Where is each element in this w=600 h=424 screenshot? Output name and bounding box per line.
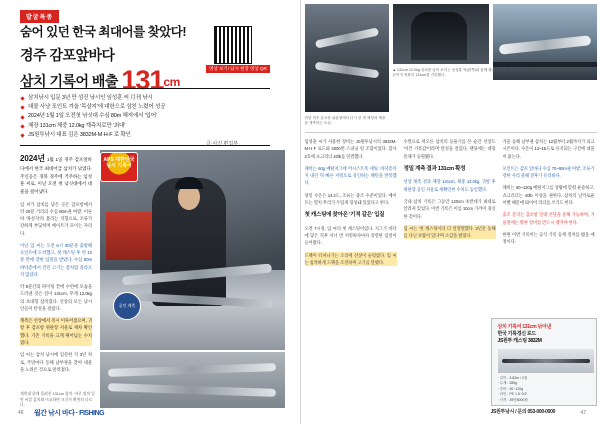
headline-unit: cm (163, 75, 180, 90)
bullet-item: 대물 사냥 포인트 겨울 '목살지'에 대한으로 삼친 노렸어 성공 (20, 103, 270, 112)
body-paragraph: 당일 수온은 14.2도, 조류는 중조 수준이었다. 베이트는 멸치 무리가 두텁게 형성돼 있었다고 한다. (304, 192, 397, 206)
product-title-line2: 한국 기록경신 로드 (497, 330, 536, 337)
right-column-1 (305, 138, 397, 271)
qr-caption: 영상 보기! 낚시 현장 영상 QR (206, 65, 270, 73)
measuring-photo (100, 352, 285, 408)
body-paragraph: 채비는 60~120g 메탈지그를 상황에 맞춰 운용하고, 쇼크리더는 40lb 이상을 권한다. 삼치의 날카로운 이빨 때문에 와이어 리더를 쓰기도 한다. (502, 185, 595, 206)
bullet-item: 체장 131cm 체중 12.0kg 계측치로만 '최대' (20, 122, 270, 131)
photo-caption-left: 계측대 위에 올려진 131cm 삼치. 바로 옆의 일반 씨알 삼치와 비교하면 크기가 확연히 다르다. (20, 392, 95, 408)
bullet-item: 2024년 1월 1일 오전첫 낚싯대 수심 80m 해저에서 '입어' (20, 112, 270, 121)
photo-caption-right-1: 귀항 직후 감포항 위판장에서 다시 한 번 체장과 체중을 계측하는 모습. (304, 116, 386, 126)
body-paragraph: 겨울 동해 남부권 삼치는 12월부터 2월까지가 피크 시즌이다. 수온이 13~15도로 유지되는 구간에 대물이 붙는다. (502, 139, 595, 159)
body-paragraph: 출조 문의는 감포항 일대 선단을 통해 가능하며, 겨울철에는 방한 장비를 반드시 챙겨야 한다. (502, 212, 595, 225)
product-spec-item: · 라인 : PE 1.5~3호 (497, 392, 528, 397)
product-spec-item: · 가격 : 39만8000원 (497, 397, 528, 402)
byline: 글·사진 편집부 (206, 141, 239, 147)
record-badge: APS 대한민국 낚시 기록어 (100, 152, 138, 182)
section-divider (305, 132, 597, 133)
headline-line1: 경주 감포앞바다 (20, 46, 115, 63)
body-paragraph: 임 씨가 삼치를 낚은 곳은 감포항에서 약 20분 거리의 수심 80m권 여밭. 이른바 '목살지'라 불리는 지형으로, 조류가 강하게 부딪히며 베이트가 모이는 자리다. (20, 201, 92, 236)
right-column-3 (503, 138, 595, 271)
kicker-badge: 발굴특종 (20, 10, 59, 23)
page-number-left: 46 (18, 410, 24, 416)
body-paragraph: 국내 삼치 기록은 그동안 120cm 초반대가 최대로 알려져 있었다. 이번 기록은 이를 10cm 가까이 경신한 것이다. (403, 198, 496, 219)
body-paragraph: 포인트는 감포 앞바다 수심 70~90m권 여밭. 조류가 강한 사리 물때 전후가 유리하다. (502, 165, 595, 179)
product-image (498, 349, 594, 373)
body-paragraph: 임성훈 씨가 사용한 장비는 JS원투낚시의 3832M-M·H·F 로드와 4000번 스피닝 릴 조합이었다. 합사 2호에 쇼크리더 40lb를 연결했다. (304, 139, 397, 159)
page-number-right: 47 (580, 410, 586, 416)
product-spec-item: · 길이 : 3.83m / 2절 (497, 376, 528, 380)
body-lead (20, 152, 92, 196)
body-paragraph: 선상 계측 결과 체장 131cm, 체중 12.0kg. 귀항 후 위판장 공인 저울로 재확인한 수치도 동일했다. (403, 179, 496, 192)
right-photo-a (305, 4, 389, 112)
product-title (498, 324, 594, 344)
verified-badge: 공인 계측 (113, 292, 141, 320)
product-spec-item: · 무게 : 285g (497, 381, 518, 386)
magazine-logo: 월간 낚시 바다 · FISHING (34, 410, 105, 417)
body-paragraph: 한편 이번 기록어는 공식 기록 등재 절차를 밟을 예정이다. (502, 231, 595, 245)
right-page (301, 0, 600, 424)
body-paragraph: 채비는 60g 메탈지그에 어시스트훅 세팅. 바닥층까지 내린 뒤 빠른 저킹으로 유인하는 패턴을 반복했다. (304, 165, 397, 186)
subheading: 첫 캐스팅에 찾아온 '기적 같은' 입질 (304, 212, 385, 219)
body-paragraph: 임 씨는 '첫 캐스팅이라 더 얼떨떨했다. 3년간 동해를 다닌 보람이 있다'며 소감을 밝혔다. (403, 225, 496, 239)
subheading: 정밀 계측 결과 131cm 확정 (403, 165, 466, 172)
bullet-item: JS원투낚시 대표 김은 3832M-M·H·F 로 확인 (20, 131, 270, 140)
headline-eyebrow: 숨어 있던 한국 최대어를 찾았다! (20, 25, 187, 39)
photo-caption-right-2: ▲ 131cm·12.0kg 삼치를 들어 보이는 임성훈 씨(왼쪽)와 함께 출조한 선장. 오른쪽은 선상에서 계측 중인 장면으로, 꼬리지느러미 끝까지 정확히 131cm를 기록했다. (392, 68, 591, 78)
body-paragraph: 드랙이 터져나가는 소리에 선상이 술렁였다. 임 씨는 침착하게 드랙을 조절하며 고기를 달랬다. (304, 252, 397, 266)
product-brand: JS원투낚시 / 문의 053-000-0000 (490, 409, 556, 415)
photo-red-crate (106, 212, 152, 260)
product-title-line3: JS원투 캐스팅 3832M (497, 337, 542, 344)
body-paragraph: 이날 임 씨는 오전 6시 30분경 출항해 포인트에 도착했고, 첫 캐스팅 후 약 10분 만에 강한 입질을 받았다. 수심 80m 바닥층에서 걸린 고기는 좀처럼 올라오지 않았다. (20, 242, 92, 277)
photo-fish-measured (108, 363, 276, 377)
right-photo-b (393, 4, 489, 64)
bullet-item: 삼치낚시 입문 3년 만 섬진 낚시인 임성훈 씨 月刊 낚시 (20, 94, 270, 103)
product-spec-item: · 루어 : 30~120g (497, 386, 524, 391)
photo-boat-rail (493, 62, 597, 67)
body-paragraph: 계측은 선상에서 즉시 이루어졌으며, 귀항 후 감포항 위판장 저울로 재차 확인했다. 기존 기록을 크게 뛰어넘는 수치였다. (20, 318, 92, 346)
product-box (491, 318, 597, 406)
photo-fish-a1 (314, 27, 378, 48)
photo-person-b (411, 12, 467, 60)
body-paragraph: 수면으로 떠오른 삼치의 등줄기를 본 순간 선장도 '이건 기록감'이라며 탄성을 질렀다. 랜딩에는 대형 뜰채가 동원됐다. (403, 139, 496, 159)
product-title-line1: 삼치 기록어 131cm 낚아낸 (497, 324, 552, 330)
lead-year: 2024년 (20, 154, 46, 163)
headline-line2: 삼치 기록어 배출 (20, 73, 118, 90)
qr-code[interactable] (214, 26, 252, 64)
body-paragraph: 임 씨는 삼치 낚시에 입문한 지 3년 차로, 주말마다 동해 남부권을 찾아 대물을 노려온 것으로 알려졌다. (20, 352, 92, 372)
photo-fish-c (498, 35, 591, 55)
right-body-columns (305, 138, 597, 271)
body-paragraph: 오전 7시경, 임 씨의 첫 캐스팅이었다. 지그가 바닥에 닿은 직후 서너 번 저킹하자마자 강렬한 입질이 들어왔다. (304, 225, 397, 246)
headline-number: 131 (121, 65, 164, 96)
bullet-summary (20, 88, 270, 146)
left-body-column (20, 152, 92, 378)
photo-fish-compare (108, 383, 276, 397)
body-paragraph: 약 8분간의 파이팅 끝에 수면에 모습을 드러낸 것은 길이 131cm, 무게 12.0kg의 초대형 삼치였다. 선상의 모든 낚시인들이 탄성을 질렀다. (20, 284, 92, 311)
lead-rest: 1월 1일 경주 감포앞바다에서 한국 최대어급 삼치가 낚였다. 주인공은 경북 경주에 거주하는 임성훈 씨로, 이날 오전 첫 낚싯대에서 대물을 걸어냈다. (20, 157, 92, 194)
right-column-2 (404, 138, 496, 271)
product-specs (498, 376, 594, 403)
photo-fish-a2 (314, 62, 378, 79)
